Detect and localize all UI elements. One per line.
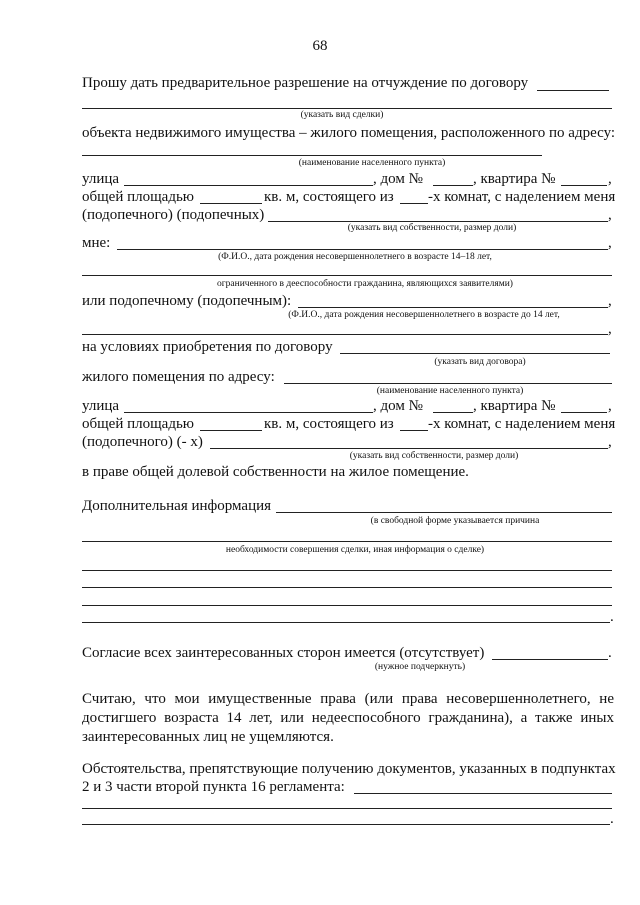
area-blank (200, 203, 262, 204)
period: . (610, 609, 614, 625)
additional-info-line-3 (82, 570, 612, 571)
ward-label: (подопечного) (подопечных) (82, 207, 265, 223)
or-ward-blank (298, 307, 608, 308)
rooms-blank-2 (400, 430, 428, 431)
request-text: Прошу дать предварительное разрешение на отчуждение по договору (82, 75, 529, 91)
comma: , (608, 434, 612, 450)
comma: , (608, 321, 612, 337)
rights-paragraph-text: Считаю, что мои имущественные права (или права несовершеннолетнего, не достигшего возраста 14 лет, или недееспособного гражданина), а также иных заинтересованных лиц не ущемляются. (82, 691, 614, 745)
ownership-blank (268, 221, 608, 222)
object-text: объекта недвижимого имущества – жилого помещения, расположенного по адресу: (82, 125, 616, 141)
circumstances-line-3 (82, 808, 612, 809)
additional-info-line-5 (82, 605, 612, 606)
comma: , (608, 207, 612, 223)
me-label: мне: (82, 235, 111, 251)
me-hint-2: ограниченного в дееспособности гражданина, являющихся заявителями) (217, 279, 513, 289)
street-blank-2 (124, 412, 373, 413)
circumstances-blank (354, 793, 612, 794)
area-label-2: общей площадью (82, 416, 195, 432)
additional-info-line-2 (82, 541, 612, 542)
me-blank (117, 249, 608, 250)
me-line-2 (82, 275, 612, 276)
comma: , (608, 235, 612, 251)
deal-type-blank (537, 90, 609, 91)
or-ward-line-2 (82, 334, 608, 335)
area-units-2: кв. м, состоящего из (264, 416, 394, 432)
street-blank (124, 185, 373, 186)
additional-info-label: Дополнительная информация (82, 498, 272, 514)
ownership-blank-2 (210, 448, 608, 449)
area-blank-2 (200, 430, 262, 431)
circumstances-line-1: Обстоятельства, препятствующие получению документов, указанных в подпунктах (82, 761, 616, 777)
page-number: 68 (312, 38, 328, 54)
ownership-hint-2: (указать вид собственности, размер доли) (349, 451, 519, 461)
street-label: улица (82, 171, 120, 187)
me-hint-1: (Ф.И.О., дата рождения несовершеннолетнего в возрасте 14–18 лет, (218, 252, 492, 262)
additional-info-blank (276, 512, 612, 513)
comma: , (608, 398, 612, 414)
circumstances-line-4 (82, 824, 610, 825)
rooms-blank (400, 203, 428, 204)
rooms-text-2: -х комнат, с наделением меня (428, 416, 616, 432)
shared-ownership-text: в праве общей долевой собственности на жилое помещение. (82, 464, 469, 480)
apartment-label: , квартира № (473, 171, 556, 187)
or-ward-label: или подопечному (подопечным): (82, 293, 292, 309)
dwelling-label: жилого помещения по адресу: (82, 369, 275, 385)
contract-blank (340, 353, 610, 354)
or-ward-hint: (Ф.И.О., дата рождения несовершеннолетнего в возрасте до 14 лет, (288, 310, 560, 320)
settlement-hint: (наименование населенного пункта) (298, 158, 446, 168)
rights-paragraph (82, 690, 614, 747)
conditions-label: на условиях приобретения по договору (82, 339, 333, 355)
period: . (608, 645, 612, 661)
period: . (610, 811, 614, 827)
house-blank-2 (433, 412, 473, 413)
additional-info-line-6 (82, 622, 610, 623)
consent-text: Согласие всех заинтересованных сторон имеется (отсутствует) (82, 645, 485, 661)
consent-hint: (нужное подчеркнуть) (374, 662, 466, 672)
area-label: общей площадью (82, 189, 195, 205)
dwelling-hint: (наименование населенного пункта) (376, 386, 524, 396)
street-label-2: улица (82, 398, 120, 414)
rooms-text: -х комнат, с наделением меня (428, 189, 616, 205)
area-units: кв. м, состоящего из (264, 189, 394, 205)
house-label: , дом № (373, 171, 423, 187)
comma: , (608, 293, 612, 309)
apartment-blank-2 (561, 412, 607, 413)
consent-blank (492, 659, 608, 660)
additional-info-line-4 (82, 587, 612, 588)
apartment-label-2: , квартира № (473, 398, 556, 414)
apartment-blank (561, 185, 607, 186)
deal-type-line (82, 108, 612, 109)
comma: , (608, 171, 612, 187)
contract-hint: (указать вид договора) (434, 357, 526, 367)
additional-info-hint-1: (в свободной форме указывается причина (370, 516, 540, 526)
dwelling-blank (284, 383, 612, 384)
settlement-line (82, 155, 542, 156)
ward-label-2: (подопечного) (- х) (82, 434, 203, 450)
deal-type-hint: (указать вид сделки) (300, 110, 384, 120)
house-label-2: , дом № (373, 398, 423, 414)
ownership-hint: (указать вид собственности, размер доли) (347, 223, 517, 233)
additional-info-hint-2: необходимости совершения сделки, иная информация о сделке) (225, 545, 485, 555)
house-blank (433, 185, 473, 186)
circumstances-line-2: 2 и 3 части второй пункта 16 регламента: (82, 779, 345, 795)
